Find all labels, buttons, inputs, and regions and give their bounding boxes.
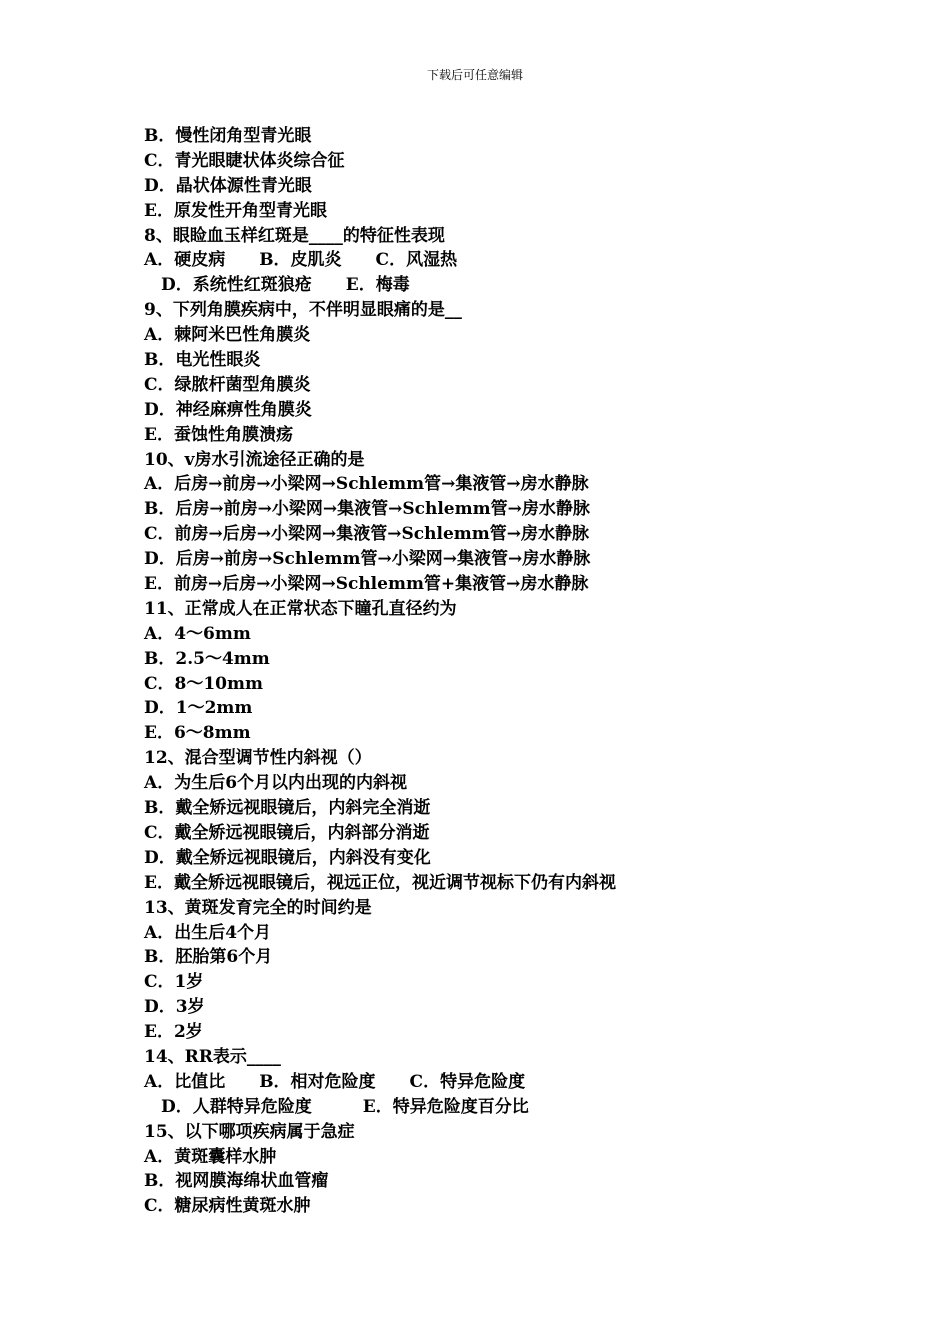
question-12: 12、混合型调节性内斜视（） (144, 748, 372, 769)
text-line: B．后房→前房→小梁网→集液管→Schlemm管→房水静脉 (144, 499, 590, 520)
text-line: E．6～8mm (144, 723, 251, 744)
text-line: D．系统性红斑狼疮 E．梅毒 (144, 275, 410, 296)
text-line: B．电光性眼炎 (144, 350, 261, 371)
text-line: E．蚕蚀性角膜溃疡 (144, 424, 293, 445)
text-line: B．2.5～4mm (144, 648, 270, 669)
text-line: D．戴全矫远视眼镜后，内斜没有变化 (144, 847, 431, 868)
question-15: 15、以下哪项疾病属于急症 (144, 1121, 355, 1142)
text-line: C．1岁 (144, 972, 204, 993)
text-line: D．3岁 (144, 997, 205, 1018)
text-line: A．黄斑囊样水肿 (144, 1146, 277, 1167)
question-13: 13、黄斑发育完全的时间约是 (144, 897, 372, 918)
text-line: D．1～2mm (144, 698, 253, 719)
text-line: C．前房→后房→小梁网→集液管→Schlemm管→房水静脉 (144, 524, 589, 545)
text-line: A．为生后6个月以内出现的内斜视 (144, 773, 408, 794)
document-body (144, 124, 844, 1219)
text-line: E．前房→后房→小梁网→Schlemm管+集液管→房水静脉 (144, 574, 589, 595)
text-line: A．后房→前房→小梁网→Schlemm管→集液管→房水静脉 (144, 474, 589, 495)
text-line: A．棘阿米巴性角膜炎 (144, 325, 311, 346)
text-line: A．4～6mm (144, 623, 251, 644)
text-line: A．硬皮病 B．皮肌炎 C．风湿热 (144, 250, 458, 271)
text-line: B．戴全矫远视眼镜后，内斜完全消逝 (144, 798, 431, 819)
text-line: D．神经麻痹性角膜炎 (144, 399, 312, 420)
question-8: 8、眼睑血玉样红斑是____的特征性表现 (144, 225, 445, 246)
text-line: E．2岁 (144, 1022, 203, 1043)
text-line: A．出生后4个月 (144, 922, 272, 943)
text-line: C．戴全矫远视眼镜后，内斜部分消逝 (144, 822, 430, 843)
question-10: 10、v房水引流途径正确的是 (144, 449, 365, 470)
text-line: D．人群特异危险度 E．特异危险度百分比 (144, 1096, 529, 1117)
question-11: 11、正常成人在正常状态下瞳孔直径约为 (144, 598, 457, 619)
text-line: E．原发性开角型青光眼 (144, 200, 327, 221)
text-line: C．8～10mm (144, 673, 263, 694)
text-line: A．比值比 B．相对危险度 C．特异危险度 (144, 1071, 526, 1092)
text-line: C．青光眼睫状体炎综合征 (144, 150, 345, 171)
page-header: 下载后可任意编辑 (426, 68, 523, 82)
text-line: C．糖尿病性黄斑水肿 (144, 1196, 311, 1217)
text-line: B．胚胎第6个月 (144, 947, 273, 968)
text-line: D．后房→前房→Schlemm管→小梁网→集液管→房水静脉 (144, 549, 591, 570)
text-line: C．绿脓杆菌型角膜炎 (144, 374, 311, 395)
question-14: 14、RR表示____ (144, 1046, 281, 1067)
text-line: B．视网膜海绵状血管瘤 (144, 1171, 329, 1192)
text-line: B．慢性闭角型青光眼 (144, 126, 312, 146)
text-line: E．戴全矫远视眼镜后，视远正位，视近调节视标下仍有内斜视 (144, 872, 616, 893)
question-9: 9、下列角膜疾病中，不伴明显眼痛的是__ (144, 300, 462, 321)
text-line: D．晶状体源性青光眼 (144, 175, 312, 196)
